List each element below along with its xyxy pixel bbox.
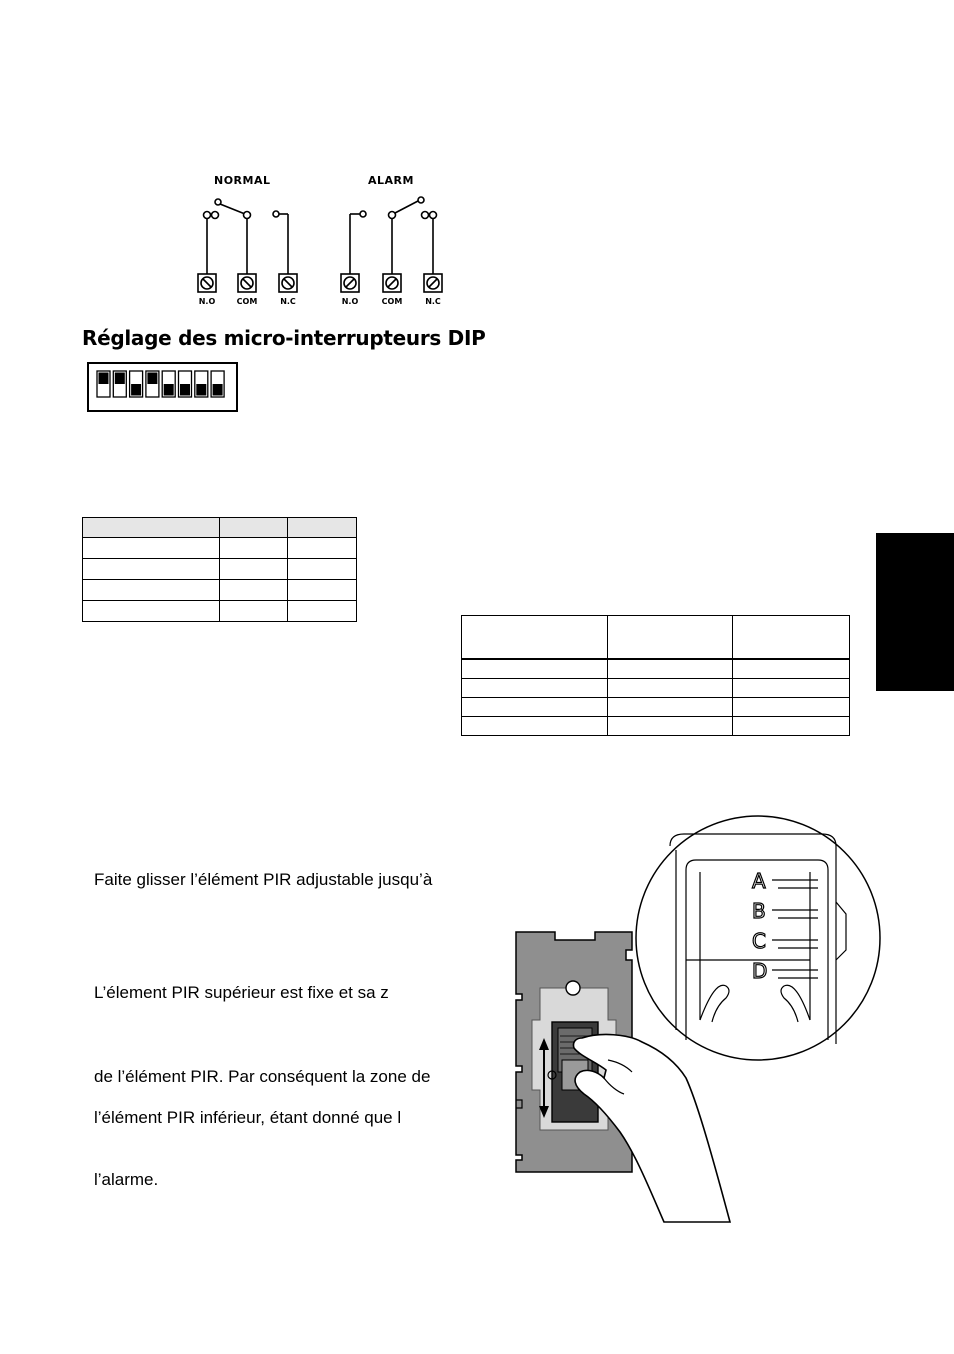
chapter-side-tab bbox=[876, 533, 954, 691]
settings-table-1 bbox=[82, 517, 357, 622]
table-row bbox=[462, 616, 850, 660]
dip-switches bbox=[96, 370, 226, 400]
relay-wiring-diagram bbox=[190, 190, 460, 295]
dip-switch-4 bbox=[146, 371, 159, 397]
dip-switch-2 bbox=[113, 371, 126, 397]
terminal-label-com: COM bbox=[236, 297, 258, 306]
zone-label-a: A bbox=[752, 869, 766, 893]
terminal-label-nc: N.C bbox=[280, 297, 296, 306]
pir-text-line-4: l’élément PIR inférieur, étant donné que l bbox=[94, 1108, 402, 1127]
table-row bbox=[83, 580, 357, 601]
table-row bbox=[462, 717, 850, 736]
zone-label-c: C bbox=[752, 929, 766, 953]
pir-adjustment-illustration bbox=[500, 810, 890, 1230]
pir-text-line-5: l’alarme. bbox=[94, 1170, 159, 1189]
table-row bbox=[83, 538, 357, 559]
dip-switch-5 bbox=[162, 371, 175, 397]
dip-switch-3 bbox=[130, 371, 143, 397]
settings-table-2 bbox=[461, 615, 850, 736]
relay-normal-title: NORMAL bbox=[214, 174, 271, 187]
table-row bbox=[462, 679, 850, 698]
pir-text-line-2: L’élement PIR supérieur est fixe et sa z bbox=[94, 983, 389, 1002]
terminal-label-com: COM bbox=[381, 297, 403, 306]
dip-switch-6 bbox=[179, 371, 192, 397]
pir-text-line-3: de l’élément PIR. Par conséquent la zone de bbox=[94, 1067, 431, 1086]
table-row bbox=[83, 601, 357, 622]
table-row bbox=[462, 698, 850, 717]
dip-switch-7 bbox=[195, 371, 208, 397]
terminal-label-no: N.O bbox=[198, 297, 216, 306]
pir-text-line-1: Faite glisser l’élément PIR adjustable jusqu’à bbox=[94, 870, 433, 889]
section-heading-dip: Réglage des micro-interrupteurs DIP bbox=[82, 326, 486, 350]
table-row bbox=[83, 559, 357, 580]
terminal-label-nc: N.C bbox=[425, 297, 441, 306]
zone-label-b: B bbox=[752, 899, 766, 923]
dip-switch-1 bbox=[97, 371, 110, 397]
zone-label-d: D bbox=[752, 959, 768, 983]
dip-switch-8 bbox=[211, 371, 224, 397]
terminal-label-no: N.O bbox=[341, 297, 359, 306]
table-row bbox=[83, 518, 357, 538]
relay-alarm-title: ALARM bbox=[368, 174, 414, 187]
table-row bbox=[462, 659, 850, 679]
